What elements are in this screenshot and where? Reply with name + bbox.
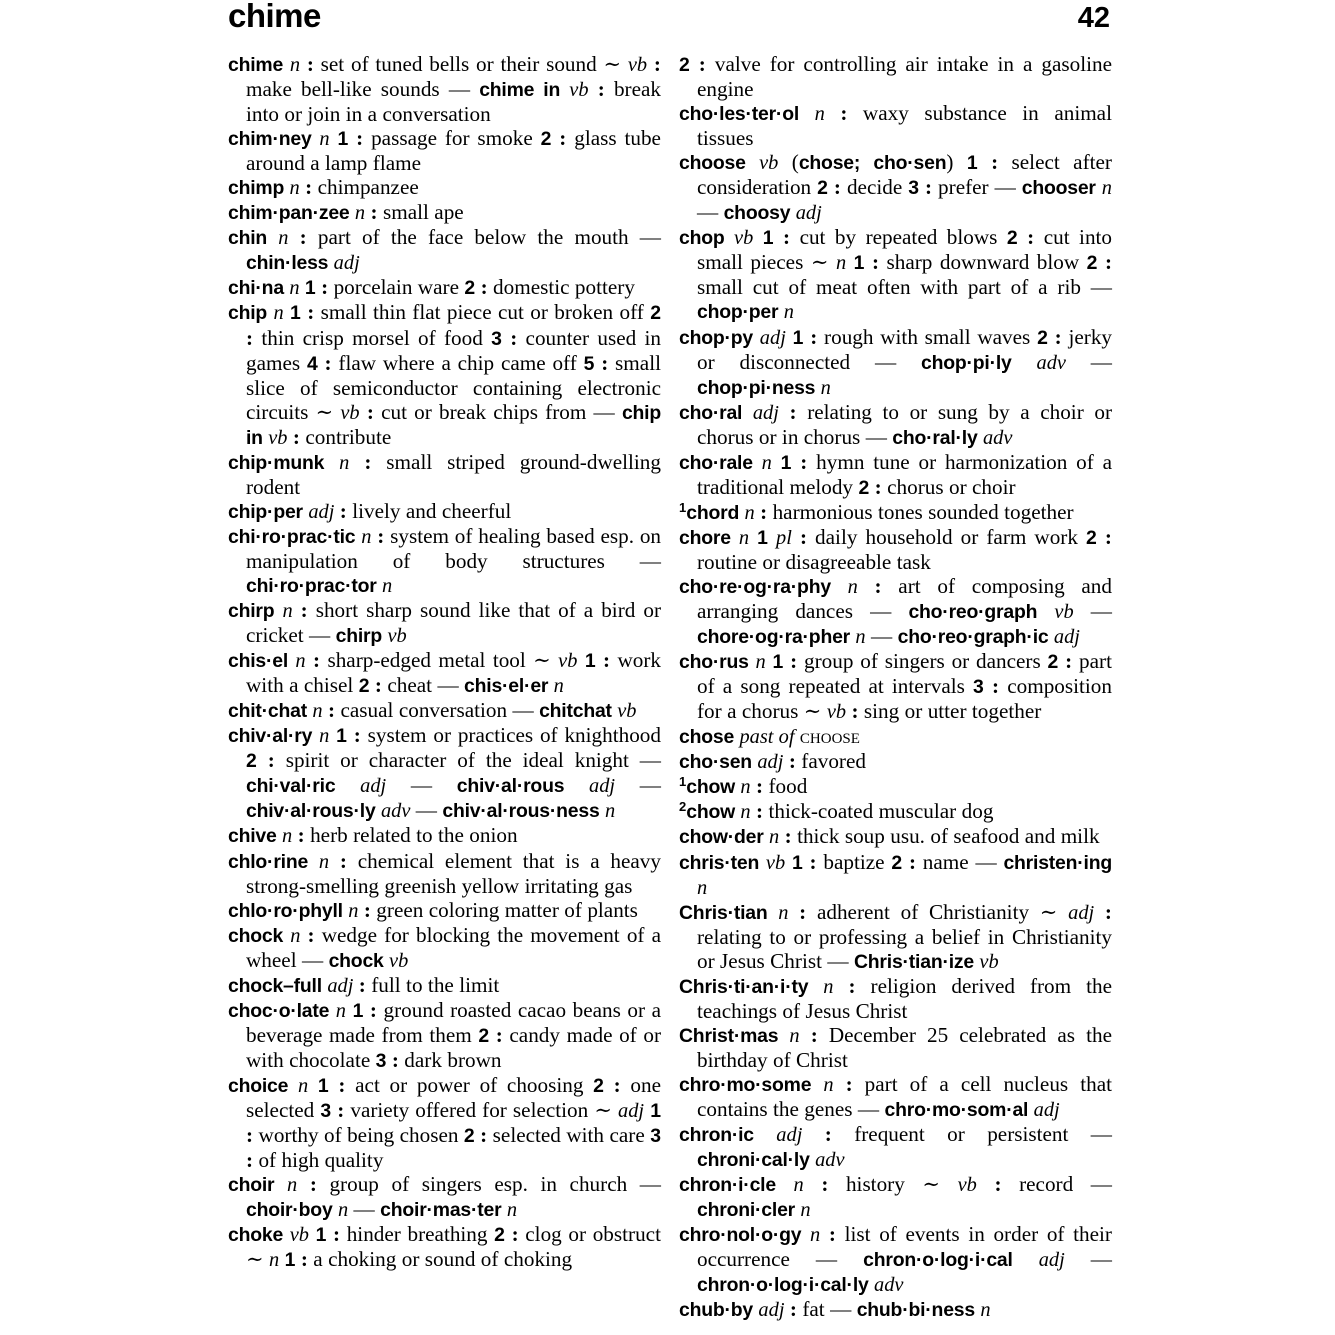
- dictionary-entry: Chris·tian n : adherent of Christianity ∼ adj : relating to or professing a belief in Christianity or Jesus Christ — Chris·tian·ize vb: [679, 899, 1112, 973]
- dictionary-column-left: [228, 52, 661, 1322]
- dictionary-entry: cho·sen adj : favored: [679, 749, 866, 774]
- dictionary-entry: chow·der n : thick soup usu. of seafood and milk: [679, 824, 1100, 849]
- dictionary-column-right: [679, 52, 1112, 1322]
- running-head: [228, 0, 1110, 44]
- dictionary-entry: chime n : set of tuned bells or their sound ∼ vb : make bell-like sounds — chime in vb : break into or join in a conversation: [228, 52, 661, 127]
- dictionary-entry: $^1$chow n : food: [679, 774, 808, 799]
- dictionary-entry: chron·i·cle n : history ∼ vb : record — chroni·cler n: [679, 1172, 1112, 1222]
- dictionary-entry: chip n 1 : small thin flat piece cut or broken off 2 : thin crisp morsel of food 3 : counter used in games 4 : flaw where a chip came off 5 : small slice of semiconductor containing electronic circuits ∼ vb : cut or break chips from — chip in vb : contribute: [228, 300, 661, 449]
- dictionary-entry: chirp n : short sharp sound like that of a bird or cricket — chirp vb: [228, 598, 661, 648]
- dictionary-entry: chock n : wedge for blocking the movement of a wheel — chock vb: [228, 922, 661, 972]
- dictionary-entry: Chris·ti·an·i·ty n : religion derived from the teachings of Jesus Christ: [679, 973, 1113, 1023]
- dictionary-entry: $^2$chow n : thick-coated muscular dog: [679, 799, 994, 824]
- dictionary-entry: $^1$chord n : harmonious tones sounded together: [679, 499, 1074, 524]
- dictionary-entry: chop vb 1 : cut by repeated blows 2 : cut into small pieces ∼ n 1 : sharp downward blow 2 : small cut of meat often with part of a rib — chop·per n: [679, 225, 1113, 324]
- dictionary-entry: chlo·rine n : chemical element that is a heavy strong-smelling greenish yellow irritating gas: [228, 848, 661, 898]
- dictionary-entry: chro·mo·some n : part of a cell nucleus that contains the genes — chro·mo·som·al adj: [679, 1071, 1112, 1121]
- dictionary-entry: chim·pan·zee n : small ape: [228, 200, 464, 225]
- dictionary-entry: choose vb (chose; cho·sen) 1 : select after consideration 2 : decide 3 : prefer — chooser n — choosy adj: [679, 150, 1112, 225]
- dictionary-entry: chimp n : chimpanzee: [228, 175, 419, 200]
- dictionary-entry: chlo·ro·phyll n : green coloring matter of plants: [228, 897, 638, 922]
- dictionary-entry: chron·ic adj : frequent or persistent — chroni·cal·ly adv: [679, 1122, 1112, 1172]
- dictionary-entry: chris·ten vb 1 : baptize 2 : name — christen·ing n: [679, 849, 1113, 899]
- dictionary-entry: chi·na n 1 : porcelain ware 2 : domestic pottery: [228, 275, 635, 300]
- dictionary-columns: [228, 52, 1112, 1322]
- dictionary-entry: chock–full adj : full to the limit: [228, 972, 500, 997]
- dictionary-entry: choice n 1 : act or power of choosing 2 : one selected 3 : variety offered for selection ∼ adj 1 : worthy of being chosen 2 : selected with care 3 : of high quality: [228, 1072, 662, 1173]
- page-number: 42: [1077, 2, 1110, 34]
- dictionary-entry: chop·py adj 1 : rough with small waves 2 : jerky or disconnected — chop·pi·ly adv — chop·pi·ness n: [679, 324, 1113, 399]
- dictionary-entry: chiv·al·ry n 1 : system or practices of knighthood 2 : spirit or character of the ideal knight — chi·val·ric adj — chiv·al·rous adj — chiv·al·rous·ly adv — chiv·al·rous·ness n: [228, 723, 661, 823]
- dictionary-entry: cho·rus n 1 : group of singers or dancers 2 : part of a song repeated at intervals 3 : composition for a chorus ∼ vb : sing or utter together: [679, 649, 1112, 724]
- dictionary-entry: chin n : part of the face below the mouth — chin·less adj: [228, 225, 661, 275]
- dictionary-entry: 2 : valve for controlling air intake in a gasoline engine: [679, 52, 1112, 102]
- page-guide-word: chime: [228, 0, 321, 34]
- dictionary-entry: choir n : group of singers esp. in church — choir·boy n — choir·mas·ter n: [228, 1172, 661, 1222]
- dictionary-entry: cho·re·og·ra·phy n : art of composing and arranging dances — cho·reo·graph vb — chore·og·ra·pher n — cho·reo·graph·ic adj: [679, 573, 1112, 649]
- dictionary-entry: chro·nol·o·gy n : list of events in order of their occurrence — chron·o·log·i·cal adj — chron·o·log·i·cal·ly adv: [679, 1222, 1112, 1297]
- dictionary-entry: chive n : herb related to the onion: [228, 823, 518, 848]
- dictionary-entry: chore n 1 pl : daily household or farm work 2 : routine or disagreeable task: [679, 524, 1112, 574]
- dictionary-entry: cho·ral adj : relating to or sung by a choir or chorus or in chorus — cho·ral·ly adv: [679, 399, 1112, 449]
- dictionary-entry: choc·o·late n 1 : ground roasted cacao beans or a beverage made from them 2 : candy made of or with chocolate 3 : dark brown: [228, 997, 662, 1072]
- dictionary-entry: chit·chat n : casual conversation — chitchat vb: [228, 698, 637, 723]
- dictionary-entry: chip·munk n : small striped ground-dwelling rodent: [228, 449, 661, 499]
- dictionary-entry: chi·ro·prac·tic n : system of healing based esp. on manipulation of body structures — chi·ro·prac·tor n: [228, 523, 662, 597]
- dictionary-entry: chim·ney n 1 : passage for smoke 2 : glass tube around a lamp flame: [228, 126, 661, 176]
- dictionary-entry: chis·el n : sharp-edged metal tool ∼ vb 1 : work with a chisel 2 : cheat — chis·el·er n: [228, 648, 661, 698]
- dictionary-entry: chub·by adj : fat — chub·bi·ness n: [679, 1297, 991, 1322]
- dictionary-entry: chose past of choose: [679, 724, 860, 749]
- dictionary-entry: Christ·mas n : December 25 celebrated as the birthday of Christ: [679, 1022, 1112, 1072]
- dictionary-entry: chip·per adj : lively and cheerful: [228, 498, 512, 523]
- dictionary-entry: choke vb 1 : hinder breathing 2 : clog or obstruct ∼ n 1 : a choking or sound of choking: [228, 1222, 661, 1272]
- dictionary-entry: cho·les·ter·ol n : waxy substance in animal tissues: [679, 101, 1112, 151]
- dictionary-entry: cho·rale n 1 : hymn tune or harmonization of a traditional melody 2 : chorus or choir: [679, 449, 1112, 499]
